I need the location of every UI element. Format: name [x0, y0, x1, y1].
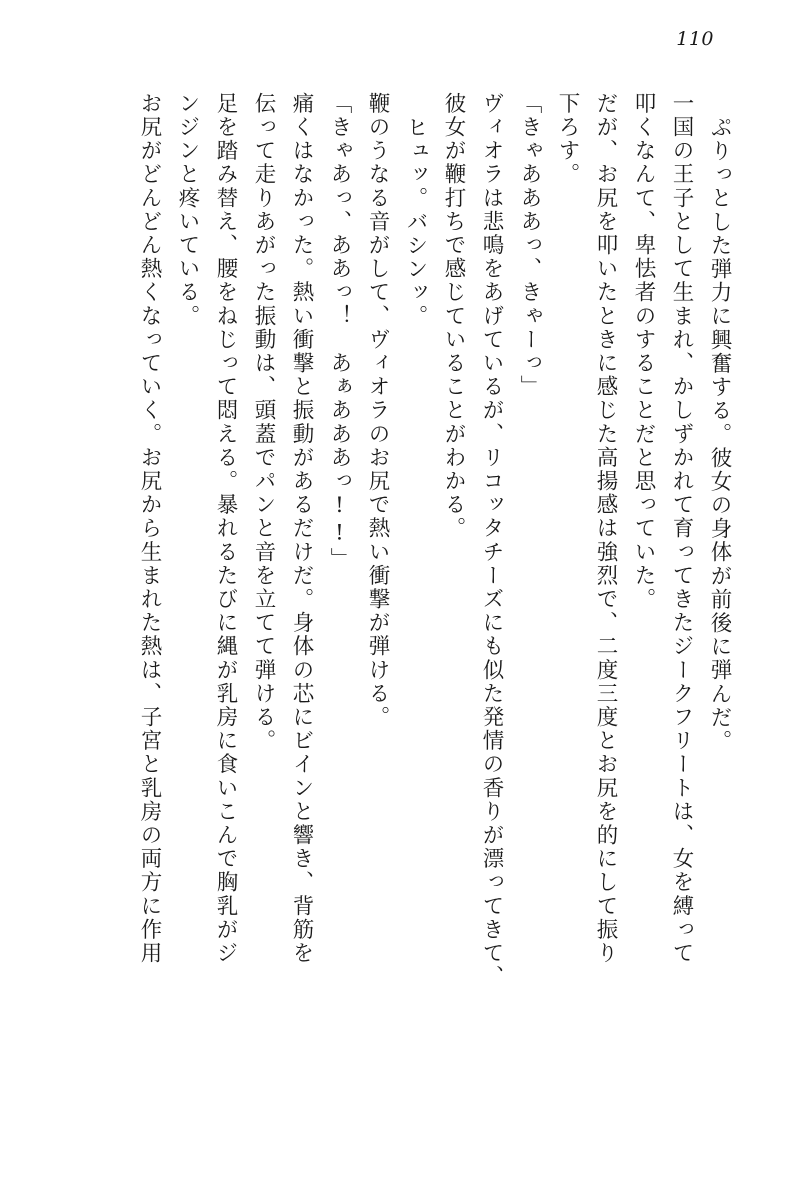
text-line: 一国の王子として生まれ、かしずかれて育ってきたジークフリートは、女を縛って	[669, 92, 694, 966]
text-line: ヒュッ。バシンッ。	[403, 116, 428, 329]
text-line: ヴィオラは悲鳴をあげているが、リコッタチーズにも似た発情の香りが漂ってきて、	[479, 92, 504, 989]
text-line: 伝って走りあがった振動は、頭蓋でパンと音を立てて弾ける。	[251, 92, 276, 753]
text-line: 彼女が鞭打ちで感じていることがわかる。	[441, 92, 466, 541]
page-number: 110	[676, 28, 714, 50]
text-line: 鞭のうなる音がして、ヴィオラのお尻で熱い衝撃が弾ける。	[365, 92, 390, 730]
text-line: ンジンと疼いている。	[175, 92, 200, 328]
page-body-text	[48, 92, 730, 1154]
text-line: お尻がどんどん熱くなっていく。お尻から生まれた熱は、子宮と乳房の両方に作用	[137, 92, 162, 966]
text-line: 下ろす。	[555, 92, 580, 187]
text-line: 足を踏み替え、腰をねじって悶える。暴れるたびに縄が乳房に食いこんで胸乳がジ	[213, 92, 238, 966]
text-line: ぷりっとした弾力に興奮する。彼女の身体が前後に弾んだ。	[707, 116, 732, 754]
text-line: 痛くはなかった。熱い衝撃と振動があるだけだ。身体の芯にビインと響き、背筋を	[289, 92, 314, 966]
text-line: 「きゃあああっ、きゃーっ」	[517, 92, 542, 399]
text-line: 叩くなんて、卑怯者のすることだと思っていた。	[631, 92, 656, 612]
text-line: だが、お尻を叩いたときに感じた高揚感は強烈で、二度三度とお尻を的にして振り	[593, 92, 618, 966]
text-line: 「きゃあっ、ああっ！ あぁあああっ!!」	[327, 92, 352, 571]
